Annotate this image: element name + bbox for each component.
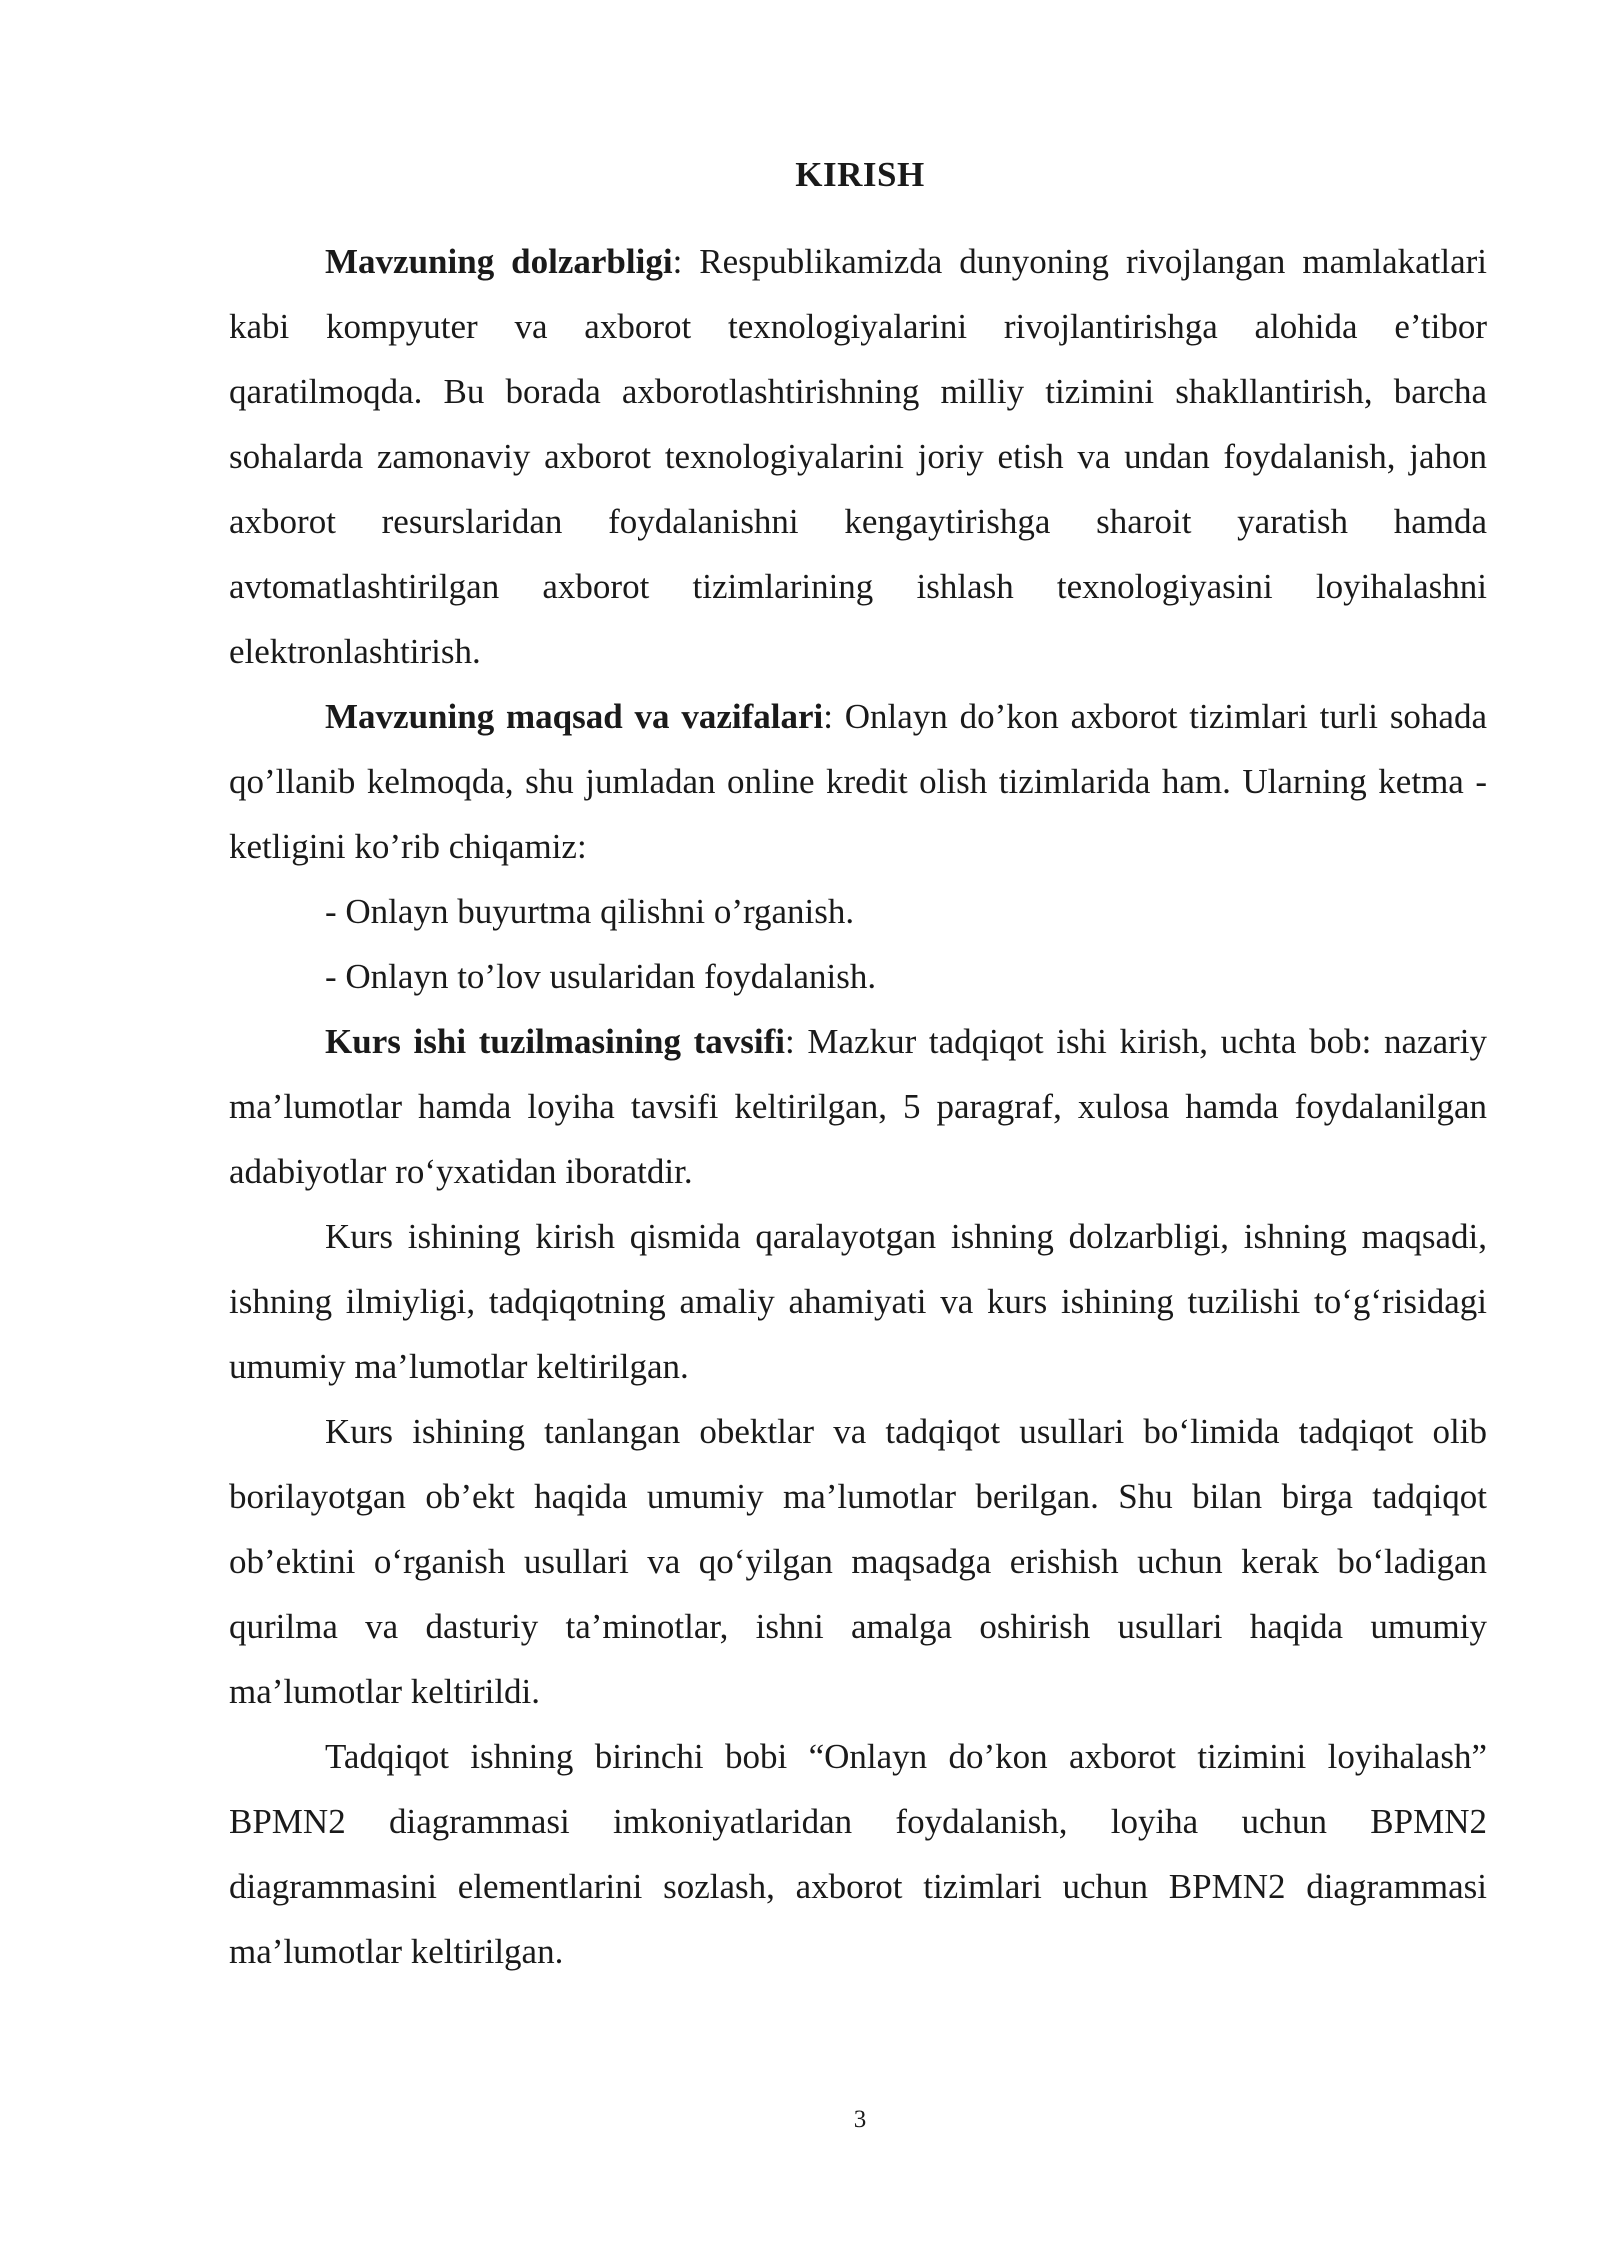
- paragraph-objects-methods: Kurs ishining tanlangan obektlar va tadqiqot usullari bo‘limida tadqiqot olib borilayotgan ob’ekt haqida umumiy ma’lumotlar berilgan. Shu bilan birga tadqiqot ob’ektini o‘rganish usullari va qo‘yilgan maqsadga erishish uchun kerak bo‘ladigan qurilma va dasturiy ta’minotlar, ishni amalga oshirish usullari haqida umumiy ma’lumotlar keltirildi.: [229, 1412, 1487, 1711]
- paragraph-text: : Onlayn do’kon axborot tizimlari turli sohada qo’llanib kelmoqda, shu jumladan online kredit olish tizimlarida ham. Ularning ketma - ketligini ko’rib chiqamiz:: [229, 697, 1488, 866]
- page-title: KIRISH: [795, 155, 925, 194]
- list-item: - Onlayn buyurtma qilishni o’rganish.: [325, 892, 855, 931]
- paragraph-text: : Mazkur tadqiqot ishi kirish, uchta bob: nazariy ma’lumotlar hamda loyiha tavsifi keltirilgan, 5 paragraf, xulosa hamda foydalanilgan adabiyotlar ro‘yxatidan iboratdir.: [229, 1022, 1487, 1191]
- paragraph-introduction-part: Kurs ishining kirish qismida qaralayotgan ishning dolzarbligi, ishning maqsadi, ishning ilmiyligi, tadqiqotning amaliy ahamiyati va kurs ishining tuzilishi to‘g‘risidagi umumiy ma’lumotlar keltirilgan.: [229, 1217, 1487, 1386]
- paragraph-first-chapter: Tadqiqot ishning birinchi bobi “Onlayn do’kon axborot tizimini loyihalash” BPMN2 diagrammasi imkoniyatlaridan foydalanish, loyiha uchun BPMN2 diagrammasini elementlarini sozlash, axborot tizimlari uchun BPMN2 diagrammasi ma’lumotlar keltirilgan.: [229, 1737, 1487, 1971]
- page-number: 3: [853, 2106, 867, 2133]
- paragraph-lead: Mavzuning dolzarbligi: [325, 242, 673, 281]
- paragraph-structure: [229, 1009, 1487, 1204]
- paragraph-lead: Mavzuning maqsad va vazifalari: [325, 697, 824, 736]
- paragraph-text: : Respublikamizda dunyoning rivojlangan mamlakatlari kabi kompyuter va axborot texnologiyalarini rivojlantirishga alohida e’tibor qaratilmoqda. Bu borada axborotlashtirishning milliy tizimini shakllantirish, barcha sohalarda zamonaviy axborot texnologiyalarini joriy etish va undan foydalanish, jahon axborot resurslaridan foydalanishni kengaytirishga sharoit yaratish hamda avtomatlashtirilgan axborot tizimlarining ishlash texnologiyasini loyihalashni elektronlashtirish.: [229, 242, 1487, 671]
- paragraph-relevance: [229, 229, 1487, 684]
- document-body: [229, 229, 1487, 1984]
- list-item: - Onlayn to’lov usularidan foydalanish.: [325, 957, 877, 996]
- paragraph-lead: Kurs ishi tuzilmasining tavsifi: [325, 1022, 786, 1061]
- paragraph-goals: [229, 684, 1487, 879]
